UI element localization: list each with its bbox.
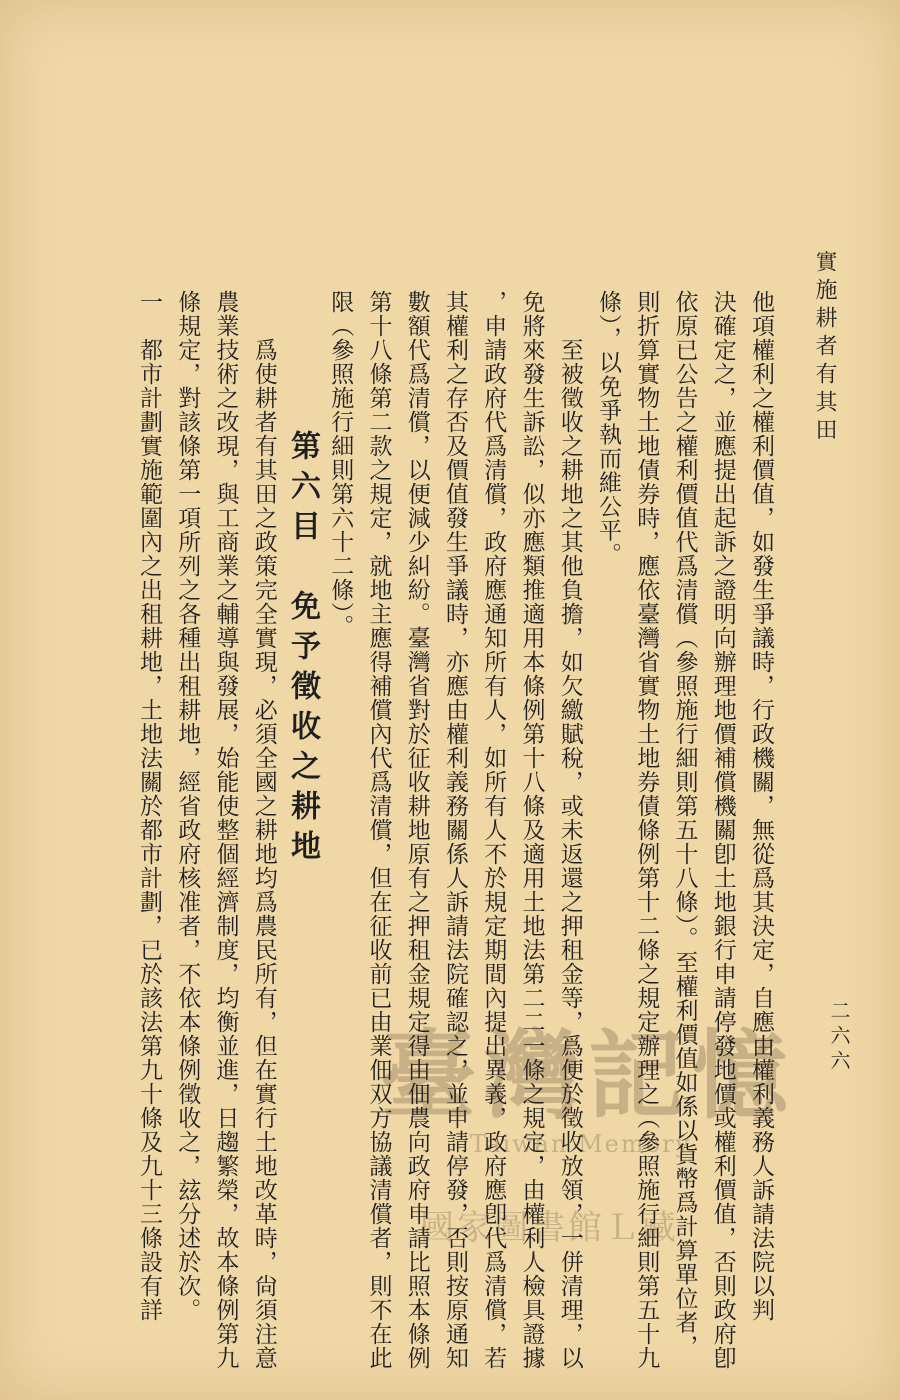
text-line: 其權利之存否及價值發生爭議時，亦應由權利義務關係人訴請法院確認之，並申請停發，否則按原通知: [442, 290, 468, 1370]
text-line: 條），以免爭執而維公平。: [595, 290, 621, 567]
text-line: 第十八條第二款之規定，就地主應得補償內代爲清償，但在征收前已由業佃双方協議清償者，則不在此: [365, 290, 392, 1370]
text-line: 條規定，對該條第一項所列之各種出租耕地，經省政府核准者，不依本條例徵收之，玆分述於次。: [174, 290, 201, 1322]
text-line: 農業技術之改現，與工商業之輔導與發展，始能使整個經濟制度，均衡並進，日趨繁榮，故本條例第九: [212, 290, 239, 1370]
text-line: 決確定之，並應提出起訴之證明向辦理地價補償機關卽土地銀行申請停發地價或權利價值，否則政府卽: [709, 290, 736, 1370]
section-heading: 第六目 免予徵收之耕地: [285, 430, 320, 870]
page-number: 二六六: [827, 1000, 851, 1075]
running-title: 實施耕者有其田: [812, 250, 837, 446]
text-line: 至被徵收之耕地之其他負擔，如欠繳賦稅，或未返還之押租金等，爲便於徵收放領，一併清理，以: [556, 338, 583, 1370]
watermark-english: Taiwan Memory: [470, 1130, 692, 1158]
text-line: 一 都市計劃實施範圍內之出租耕地，土地法關於都市計劃，已於該法第九十條及九十三條設有詳: [136, 290, 162, 1322]
text-line: 數額代爲清償，以便減少糾紛。臺灣省對於征收耕地原有之押租金規定得由佃農向政府申請比照本條例: [403, 290, 430, 1370]
text-line: 他項權利之權利價值，如發生爭議時，行政機關，無從爲其決定，自應由權利義務人訴請法院以判: [748, 290, 774, 1322]
text-body: [130, 290, 780, 1370]
watermark-script: 臺灣記憶: [380, 1019, 796, 1132]
text-line: 則折算實物土地債券時，應依臺灣省實物土地券債條例第十二條之規定辦理之（參照施行細則第五十九: [633, 290, 660, 1370]
text-line: 免將來發生訴訟，似亦應類推適用本條例第十八條及適用土地法第二二一條之規定，由權利人檢具證據: [518, 290, 545, 1370]
text-line: 爲使耕者有其田之政策完全實現，必須全國之耕地均爲農民所有，但在實行土地改革時，尙須注意: [250, 338, 277, 1370]
text-line: ，申請政府代爲清償，政府應通知所有人，如所有人不於規定期間內提出異義，政府應卽代爲清償，若: [480, 290, 507, 1370]
text-line: 限（參照施行細則第六十二條）。: [327, 290, 354, 639]
watermark-seal: 國家圖書館Ｌ藏: [420, 1208, 679, 1248]
text-line: 依原已公告之權利價值代爲清償（參照施行細則第五十八條）。至權利價值如係以貨幣爲計算單位者，: [671, 290, 698, 1359]
